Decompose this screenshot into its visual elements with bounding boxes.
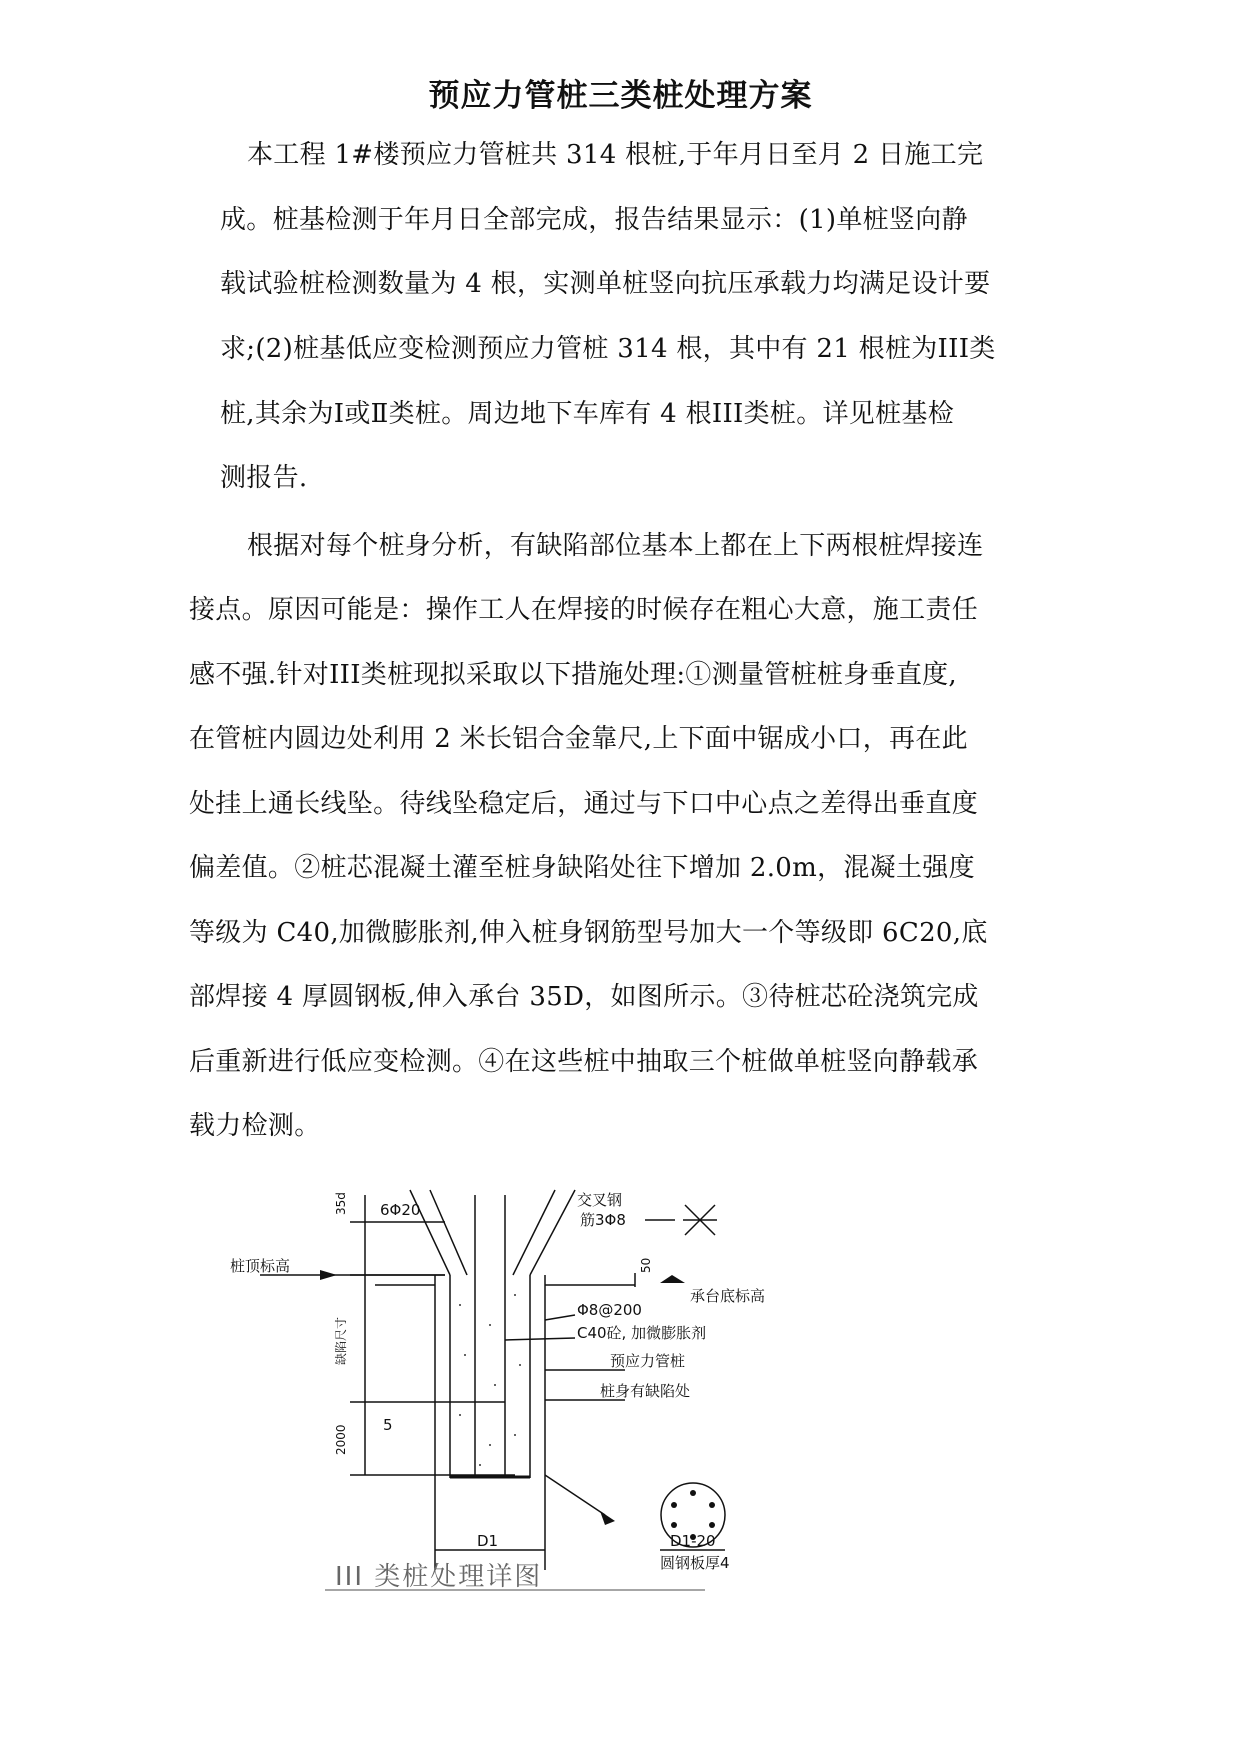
leader-stirrup (545, 1315, 575, 1320)
paragraph-2-line-4: 在管桩内圆边处利用 2 米长铝合金靠尺,上下面中锯成小口，再在此 (189, 724, 968, 754)
label-cap-bottom-elevation: 承台底标高 (690, 1287, 766, 1305)
label-pipe-pile: 预应力管桩 (610, 1352, 686, 1370)
pile-treatment-detail-drawing (205, 1175, 905, 1595)
label-35d: 35d (334, 1192, 348, 1215)
label-cross-rebar-2: 筋3Φ8 (580, 1211, 626, 1229)
paragraph-1-line-1: 本工程 1#楼预应力管桩共 314 根桩,于年月日至月 2 日施工完 (247, 140, 984, 170)
label-defect-dimension: 缺陷尺寸 (334, 1316, 348, 1365)
label-pile-top-elevation: 桩顶标高 (230, 1257, 291, 1275)
paragraph-2-line-1: 根据对每个桩身分析，有缺陷部位基本上都在上下两根桩焊接连 (247, 531, 984, 561)
flared-rebar-left-inner (430, 1190, 467, 1275)
label-concrete: C40砼, 加微膨胀剂 (577, 1324, 707, 1342)
paragraph-1-line-2: 成。桩基检测于年月日全部完成，报告结果显示：(1)单桩竖向静 (220, 205, 968, 235)
paragraph-1-line-6: 测报告. (220, 463, 308, 493)
label-stirrup: Φ8@200 (577, 1301, 642, 1319)
flared-rebar-right-outer (530, 1190, 575, 1275)
label-d1: D1 (477, 1532, 499, 1550)
label-rebar-top: 6Φ20 (380, 1201, 421, 1219)
paragraph-1-line-3: 载试验桩检测数量为 4 根，实测单桩竖向抗压承载力均满足设计要 (220, 269, 991, 299)
label-d1-20: D1-20 (670, 1532, 716, 1550)
document-title: 预应力管桩三类桩处理方案 (428, 78, 813, 114)
flared-rebar-right-inner (513, 1190, 555, 1275)
label-weld-mark: 5 (383, 1416, 393, 1434)
cap-bottom-arrow-icon (660, 1275, 685, 1283)
paragraph-1-line-4: 求;(2)桩基低应变检测预应力管桩 314 根，其中有 21 根桩为III类 (220, 334, 996, 364)
plate-arrow-icon (600, 1511, 615, 1525)
leader-plate (545, 1475, 605, 1515)
paragraph-2-line-3: 感不强.针对III类桩现拟采取以下措施处理:①测量管桩桩身垂直度, (189, 660, 958, 690)
paragraph-1-line-5: 桩,其余为Ⅰ或Ⅱ类桩。周边地下车库有 4 根III类桩。详见桩基检 (220, 399, 954, 429)
paragraph-2-line-10: 载力检测。 (189, 1111, 321, 1141)
pile-treatment-detail-figure (205, 1175, 905, 1595)
paragraph-2-line-9: 后重新进行低应变检测。④在这些桩中抽取三个桩做单桩竖向静载承 (189, 1047, 979, 1077)
label-cross-rebar-1: 交叉钢 (577, 1191, 623, 1209)
concrete-speckles (459, 1294, 521, 1466)
label-defect: 桩身有缺陷处 (600, 1382, 691, 1400)
paragraph-2-line-5: 处挂上通长线坠。待线坠稳定后，通过与下口中心点之差得出垂直度 (189, 789, 979, 819)
paragraph-2-line-2: 接点。原因可能是：操作工人在焊接的时候存在粗心大意，施工责任 (189, 595, 979, 625)
figure-caption: III 类桩处理详图 (335, 1562, 543, 1592)
leader-concrete (505, 1338, 575, 1340)
paragraph-2-line-8: 部焊接 4 厚圆钢板,伸入承台 35D，如图所示。③待桩芯砼浇筑完成 (189, 982, 979, 1012)
paragraph-2-line-6: 偏差值。②桩芯混凝土灌至桩身缺陷处往下增加 2.0m，混凝土强度 (189, 853, 975, 883)
label-2000: 2000 (334, 1424, 348, 1455)
label-round-plate: 圆钢板厚4 (660, 1554, 730, 1572)
pile-top-arrow-icon (320, 1270, 337, 1280)
label-50: 50 (639, 1257, 653, 1273)
paragraph-2-line-7: 等级为 C40,加微膨胀剂,伸入桩身钢筋型号加大一个等级即 6C20,底 (189, 918, 988, 948)
